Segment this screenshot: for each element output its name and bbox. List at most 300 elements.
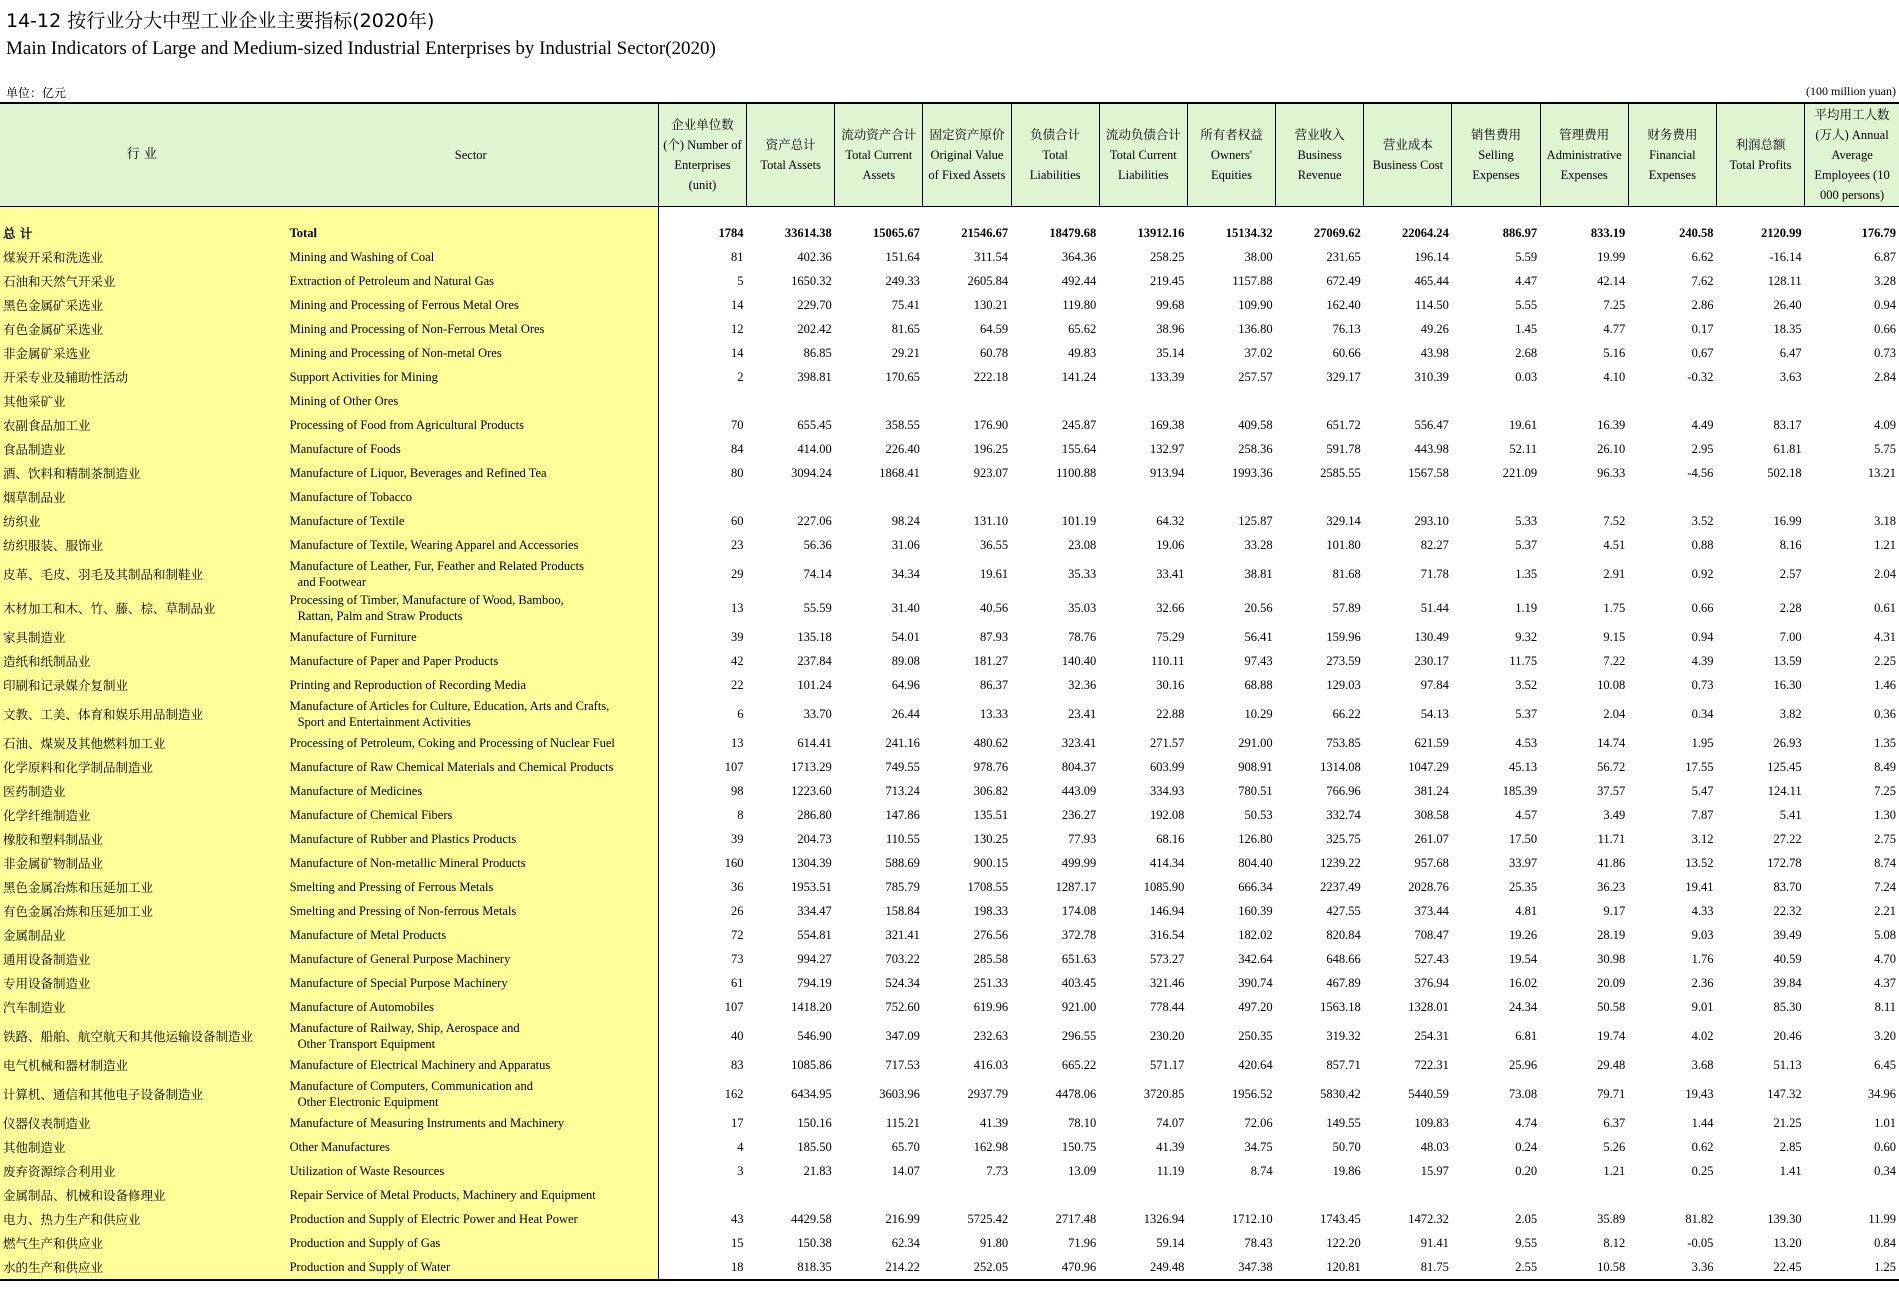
- cell-11: 4.02: [1691, 1028, 1714, 1043]
- header-col-cn: 管理费用: [1559, 128, 1610, 142]
- cell-2: 147.86: [885, 807, 920, 822]
- cell-4: 13.09: [1068, 1163, 1097, 1178]
- cell-11: 0.34: [1691, 706, 1714, 721]
- cell-4: 651.63: [1061, 951, 1097, 966]
- sector-cn: 通用设备制造业: [0, 947, 284, 971]
- cell-4: 35.03: [1068, 600, 1097, 615]
- cell-2: 1868.41: [879, 465, 920, 480]
- header-col-cn: 负债合计: [1030, 128, 1081, 142]
- cell-4: 1100.88: [1056, 465, 1097, 480]
- cell-11: 19.41: [1685, 879, 1714, 894]
- cell-4: 78.76: [1068, 629, 1097, 644]
- cell-13: [1805, 389, 1899, 413]
- table-row: [0, 1207, 1899, 1231]
- cell-7: 19.86: [1332, 1163, 1361, 1178]
- cell-9: 2.68: [1515, 345, 1538, 360]
- sector-cn: 计算机、通信和其他电子设备制造业: [0, 1077, 284, 1111]
- cell-6: 497.20: [1238, 999, 1273, 1014]
- cell-9: 33.97: [1508, 855, 1538, 870]
- cell-9: 11.75: [1509, 653, 1538, 668]
- cell-7: 1239.22: [1320, 855, 1361, 870]
- cell-0: 162: [658, 1077, 746, 1111]
- cell-2: 524.34: [885, 975, 920, 990]
- sector-en-line1: Smelting and Pressing of Ferrous Metals: [289, 879, 494, 894]
- cell-6: [1187, 1183, 1275, 1207]
- sector-en-line1: Mining and Processing of Non-metal Ores: [289, 345, 502, 360]
- sector-en: [284, 389, 659, 413]
- cell-5: 321.46: [1150, 975, 1185, 990]
- cell-2: 170.65: [885, 369, 920, 384]
- cell-1: 1223.60: [791, 783, 832, 798]
- sector-en: [284, 1231, 659, 1255]
- cell-2: 749.55: [885, 759, 920, 774]
- cell-2: 158.84: [885, 903, 920, 918]
- cell-11: 4.33: [1691, 903, 1714, 918]
- sector-cn: 电气机械和器材制造业: [0, 1053, 284, 1077]
- cell-7: 319.32: [1326, 1028, 1361, 1043]
- cell-1: 33.70: [803, 706, 832, 721]
- cell-11: 3.12: [1691, 831, 1714, 846]
- cell-13: 0.84: [1874, 1235, 1896, 1250]
- cell-1: 414.00: [797, 441, 832, 456]
- cell-12: 26.40: [1773, 297, 1802, 312]
- cell-11: 0.66: [1691, 600, 1714, 615]
- cell-1: 6434.95: [791, 1086, 832, 1101]
- table-row: [0, 485, 1899, 509]
- cell-7: 162.40: [1326, 297, 1361, 312]
- cell-10: 1.21: [1603, 1163, 1626, 1178]
- header-col-cn: 固定资产原价: [929, 128, 1005, 142]
- cell-3: 64.59: [979, 321, 1009, 336]
- cell-4: 78.10: [1068, 1115, 1097, 1130]
- cell-5: 316.54: [1150, 927, 1185, 942]
- cell-6: 342.64: [1238, 951, 1273, 966]
- cell-5: 230.20: [1150, 1028, 1185, 1043]
- cell-11: 6.62: [1691, 249, 1714, 264]
- cell-0: 2: [658, 365, 746, 389]
- sector-en: [284, 269, 659, 293]
- cell-9: 25.96: [1508, 1057, 1538, 1072]
- cell-2: [835, 1183, 923, 1207]
- cell-9: 52.11: [1509, 441, 1538, 456]
- cell-4: 236.27: [1061, 807, 1097, 822]
- cell-12: 83.17: [1773, 417, 1802, 432]
- cell-0: 80: [658, 461, 746, 485]
- cell-1: [747, 389, 835, 413]
- cell-4: 372.78: [1061, 927, 1097, 942]
- cell-3: 252.05: [923, 1255, 1011, 1280]
- sector-en-line1: Other Manufactures: [289, 1139, 390, 1154]
- cell-9: 4.74: [1515, 1115, 1538, 1130]
- cell-2: 752.60: [885, 999, 920, 1014]
- cell-10: 7.52: [1603, 513, 1626, 528]
- cell-12: 21.25: [1773, 1115, 1802, 1130]
- cell-0: 73: [658, 947, 746, 971]
- cell-10: 10.58: [1540, 1255, 1628, 1280]
- cell-12: 13.20: [1773, 1235, 1802, 1250]
- sector-en-line1: Production and Supply of Electric Power and Heat Power: [289, 1211, 578, 1226]
- cell-10: 10.08: [1597, 677, 1626, 692]
- cell-0: 43: [658, 1207, 746, 1231]
- cell-8: 49.26: [1420, 321, 1449, 336]
- cell-9: 5.37: [1515, 706, 1538, 721]
- cell-2: 3603.96: [879, 1086, 920, 1101]
- cell-2: 115.21: [885, 1115, 920, 1130]
- cell-8: 114.50: [1415, 297, 1449, 312]
- cell-0: 22: [658, 673, 746, 697]
- table-row: [0, 1255, 1899, 1280]
- cell-13: 5.75: [1874, 441, 1896, 456]
- cell-10: 42.14: [1597, 273, 1626, 288]
- cell-9: 0.03: [1515, 369, 1538, 384]
- cell-7: 60.66: [1332, 345, 1361, 360]
- cell-10: 19.99: [1597, 249, 1626, 264]
- cell-10: 9.17: [1603, 903, 1626, 918]
- cell-10: 79.71: [1597, 1086, 1626, 1101]
- cell-3: [923, 485, 1011, 509]
- cell-7: 329.17: [1326, 369, 1361, 384]
- cell-7: 231.65: [1326, 249, 1361, 264]
- cell-13: 2.25: [1874, 653, 1896, 668]
- cell-9: 73.08: [1508, 1086, 1538, 1101]
- cell-6: 97.43: [1244, 653, 1273, 668]
- cell-8: 621.59: [1414, 735, 1449, 750]
- cell-5: 74.07: [1156, 1115, 1185, 1130]
- cell-2: 98.24: [891, 513, 920, 528]
- cell-4: 35.33: [1068, 566, 1097, 581]
- cell-8: 261.07: [1414, 831, 1449, 846]
- cell-1: 1650.32: [791, 273, 832, 288]
- header-col-cn: 销售费用: [1471, 128, 1522, 142]
- cell-3: 41.39: [979, 1115, 1009, 1130]
- cell-5: 30.16: [1156, 677, 1185, 692]
- cell-11: 19.43: [1685, 1086, 1714, 1101]
- cell-6: 136.80: [1238, 321, 1273, 336]
- cell-4: 804.37: [1061, 759, 1097, 774]
- cell-1: 794.19: [797, 975, 832, 990]
- cell-6: 1712.10: [1231, 1211, 1273, 1226]
- table-row: [0, 803, 1899, 827]
- cell-10: 2.04: [1603, 706, 1626, 721]
- cell-5: 41.39: [1156, 1139, 1185, 1154]
- header-col-5: [1099, 103, 1187, 207]
- cell-9: 5.55: [1515, 297, 1538, 312]
- cell-4: 443.09: [1061, 783, 1097, 798]
- cell-0: 70: [658, 413, 746, 437]
- cell-2: 717.53: [885, 1057, 920, 1072]
- cell-10: 3.49: [1603, 807, 1626, 822]
- cell-8: 71.78: [1420, 566, 1449, 581]
- header-col-9: [1452, 103, 1540, 207]
- cell-11: 1.95: [1691, 735, 1714, 750]
- sector-en: [284, 245, 659, 269]
- cell-12: 3.82: [1779, 706, 1802, 721]
- cell-9: [1452, 1183, 1540, 1207]
- cell-9: 1.45: [1515, 321, 1538, 336]
- sector-cn: 农副食品加工业: [0, 413, 284, 437]
- header-col-cn: 财务费用: [1647, 128, 1698, 142]
- cell-13: 2.84: [1874, 369, 1896, 384]
- cell-9: 17.50: [1508, 831, 1538, 846]
- cell-0: 3: [658, 1159, 746, 1183]
- table-row: [0, 591, 1899, 625]
- cell-7: [1276, 1183, 1364, 1207]
- sector-cn: 橡胶和塑料制品业: [0, 827, 284, 851]
- cell-2: 29.21: [891, 345, 920, 360]
- cell-8: 5440.59: [1408, 1086, 1449, 1101]
- cell-11: 0.17: [1691, 321, 1714, 336]
- cell-7: 129.03: [1326, 677, 1361, 692]
- cell-0: 1784: [658, 221, 746, 245]
- cell-6: 1157.88: [1232, 273, 1273, 288]
- sector-en: [284, 461, 659, 485]
- cell-5: 778.44: [1150, 999, 1185, 1014]
- cell-13: 176.79: [1861, 225, 1896, 240]
- header-col-en: (万人) Annual Average Employees (10 000 persons): [1814, 128, 1890, 202]
- cell-5: 99.68: [1156, 297, 1185, 312]
- cell-0: 107: [658, 755, 746, 779]
- cell-1: 33614.38: [784, 225, 832, 240]
- cell-10: 37.57: [1597, 783, 1626, 798]
- cell-9: 0.24: [1515, 1139, 1538, 1154]
- sector-cn: 石油和天然气开采业: [0, 269, 284, 293]
- cell-4: 23.08: [1068, 537, 1097, 552]
- cell-5: 249.48: [1099, 1255, 1187, 1280]
- cell-12: 2120.99: [1760, 225, 1802, 240]
- cell-1: 286.80: [797, 807, 832, 822]
- cell-1: 546.90: [797, 1028, 832, 1043]
- cell-9: 4.47: [1515, 273, 1538, 288]
- cell-9: 4.53: [1515, 735, 1538, 750]
- cell-6: 68.88: [1244, 677, 1273, 692]
- cell-5: 22.88: [1156, 706, 1185, 721]
- cell-10: [1540, 1183, 1628, 1207]
- cell-5: 133.39: [1150, 369, 1185, 384]
- sector-cn: 非金属矿物制品业: [0, 851, 284, 875]
- cell-10: 56.72: [1597, 759, 1626, 774]
- cell-1: 1304.39: [791, 855, 832, 870]
- cell-0: 98: [658, 779, 746, 803]
- cell-12: 16.99: [1773, 513, 1802, 528]
- cell-9: 0.20: [1515, 1163, 1538, 1178]
- cell-1: 614.41: [797, 735, 832, 750]
- cell-2: 321.41: [885, 927, 920, 942]
- cell-11: 2.36: [1691, 975, 1714, 990]
- cell-3: 285.58: [973, 951, 1009, 966]
- sector-cn: 金属制品业: [0, 923, 284, 947]
- cell-5: 75.29: [1156, 629, 1185, 644]
- cell-12: 13.59: [1773, 653, 1802, 668]
- cell-9: 4.57: [1515, 807, 1538, 822]
- sector-en-line1: Processing of Petroleum, Coking and Processing of Nuclear Fuel: [289, 735, 615, 750]
- cell-12: -16.14: [1769, 249, 1802, 264]
- cell-5: 1085.90: [1143, 879, 1185, 894]
- cell-0: 13: [658, 731, 746, 755]
- cell-7: 2585.55: [1320, 465, 1361, 480]
- table-row: [0, 1111, 1899, 1135]
- cell-6: 291.00: [1238, 735, 1273, 750]
- cell-4: 470.96: [1011, 1255, 1099, 1280]
- cell-12: 51.13: [1773, 1057, 1802, 1072]
- cell-1: 135.18: [797, 629, 832, 644]
- table-row: [0, 461, 1899, 485]
- cell-7: 57.89: [1332, 600, 1361, 615]
- cell-4: 323.41: [1061, 735, 1097, 750]
- cell-4: 492.44: [1061, 273, 1097, 288]
- cell-9: 9.55: [1515, 1235, 1538, 1250]
- cell-1: 21.83: [803, 1163, 832, 1178]
- cell-6: 420.64: [1238, 1057, 1273, 1072]
- sector-en: [284, 995, 659, 1019]
- sector-cn: 石油、煤炭及其他燃料加工业: [0, 731, 284, 755]
- cell-9: 886.97: [1502, 225, 1538, 240]
- sector-cn: 其他制造业: [0, 1135, 284, 1159]
- cell-9: 19.54: [1508, 951, 1538, 966]
- cell-2: 249.33: [885, 273, 920, 288]
- cell-0: 26: [658, 899, 746, 923]
- cell-1: 1713.29: [791, 759, 832, 774]
- sector-en-line1: Mining and Processing of Ferrous Metal Ores: [289, 297, 519, 312]
- table-row: [0, 437, 1899, 461]
- cell-12: [1716, 389, 1804, 413]
- cell-2: 110.55: [885, 831, 920, 846]
- table-row: [0, 317, 1899, 341]
- cell-0: 81: [658, 245, 746, 269]
- sector-en: [284, 509, 659, 533]
- cell-1: 74.14: [803, 566, 832, 581]
- cell-3: 900.15: [973, 855, 1009, 870]
- sector-en-line1: Smelting and Pressing of Non-ferrous Metals: [289, 903, 517, 918]
- sector-cn: 食品制造业: [0, 437, 284, 461]
- cell-12: [1716, 1183, 1804, 1207]
- table-row: [0, 923, 1899, 947]
- header-col-en: Original Value of Fixed Assets: [928, 148, 1006, 182]
- table-row: [0, 755, 1899, 779]
- cell-1: 202.42: [797, 321, 832, 336]
- sector-cn: 文教、工美、体育和娱乐用品制造业: [0, 697, 284, 731]
- cell-11: 0.73: [1691, 677, 1714, 692]
- cell-10: 6.37: [1603, 1115, 1626, 1130]
- sector-en-line1: Manufacture of Chemical Fibers: [289, 807, 453, 822]
- cell-1: 150.38: [797, 1235, 832, 1250]
- cell-13: 2.21: [1874, 903, 1896, 918]
- sector-cn: 有色金属冶炼和压延加工业: [0, 899, 284, 923]
- cell-12: 85.30: [1773, 999, 1802, 1014]
- cell-8: 196.14: [1414, 249, 1449, 264]
- cell-13: 2.75: [1874, 831, 1896, 846]
- cell-11: 3.52: [1691, 513, 1714, 528]
- cell-5: 913.94: [1150, 465, 1185, 480]
- cell-3: 21546.67: [961, 225, 1009, 240]
- cell-8: 1567.58: [1408, 465, 1449, 480]
- table-row: [0, 365, 1899, 389]
- cell-4: 150.75: [1061, 1139, 1097, 1154]
- table-row: [0, 995, 1899, 1019]
- sector-en-line1: Support Activities for Mining: [289, 369, 438, 384]
- header-col-en: Business Cost: [1372, 158, 1444, 172]
- cell-13: [1805, 485, 1899, 509]
- cell-9: 19.26: [1508, 927, 1538, 942]
- cell-6: 258.36: [1238, 441, 1273, 456]
- header-col-en: Financial Expenses: [1648, 148, 1696, 182]
- cell-4: 403.45: [1061, 975, 1097, 990]
- cell-8: 97.84: [1420, 677, 1449, 692]
- sector-en-line1: Manufacture of Tobacco: [289, 489, 413, 504]
- cell-1: 55.59: [803, 600, 832, 615]
- cell-7: 467.89: [1326, 975, 1361, 990]
- cell-7: 120.81: [1276, 1255, 1364, 1280]
- cell-10: 50.58: [1597, 999, 1626, 1014]
- cell-6: 38.00: [1244, 249, 1273, 264]
- sector-cn: 其他采矿业: [0, 389, 284, 413]
- cell-4: 18479.68: [1049, 225, 1097, 240]
- cell-11: 2.86: [1691, 297, 1714, 312]
- sector-en: [284, 1183, 659, 1207]
- cell-3: 130.25: [973, 831, 1009, 846]
- cell-3: [923, 1183, 1011, 1207]
- cell-2: 214.22: [835, 1255, 923, 1280]
- header-col-12: [1716, 103, 1804, 207]
- sector-en: [284, 591, 659, 625]
- sector-en-line1: Repair Service of Metal Products, Machinery and Equipment: [289, 1187, 596, 1202]
- cell-3: 176.90: [973, 417, 1009, 432]
- cell-13: 6.45: [1874, 1057, 1896, 1072]
- cell-8: 465.44: [1414, 273, 1449, 288]
- cell-0: 84: [658, 437, 746, 461]
- cell-4: 119.80: [1062, 297, 1097, 312]
- cell-0: 23: [658, 533, 746, 557]
- table-row: [0, 697, 1899, 731]
- sector-en-line1: Production and Supply of Gas: [289, 1235, 441, 1250]
- cell-13: 8.49: [1874, 759, 1896, 774]
- sector-cn: 纺织服装、服饰业: [0, 533, 284, 557]
- cell-10: 7.25: [1603, 297, 1626, 312]
- sector-en: [284, 1207, 659, 1231]
- cell-9: 19.61: [1508, 417, 1538, 432]
- cell-6: 38.81: [1244, 566, 1273, 581]
- cell-8: 48.03: [1420, 1139, 1449, 1154]
- cell-3: 923.07: [973, 465, 1009, 480]
- sector-en: [284, 971, 659, 995]
- cell-0: 17: [658, 1111, 746, 1135]
- cell-10: 7.22: [1603, 653, 1626, 668]
- sector-cn: 医药制造业: [0, 779, 284, 803]
- table-row: [0, 293, 1899, 317]
- cell-1: 994.27: [797, 951, 832, 966]
- cell-12: 139.30: [1767, 1211, 1802, 1226]
- header-sector-cn: 行 业: [0, 103, 284, 207]
- cell-3: 19.61: [979, 566, 1009, 581]
- title-english: Main Indicators of Large and Medium-sized Industrial Enterprises by Industrial Sector(2020): [6, 38, 716, 59]
- cell-8: 91.41: [1420, 1235, 1449, 1250]
- cell-0: 6: [658, 697, 746, 731]
- cell-8: 230.17: [1414, 653, 1449, 668]
- cell-2: 64.96: [891, 677, 920, 692]
- sector-en-line1: Manufacture of Medicines: [289, 783, 423, 798]
- sector-en-line1: Manufacture of Liquor, Beverages and Refined Tea: [289, 465, 547, 480]
- cell-13: 0.94: [1874, 297, 1896, 312]
- cell-1: [747, 1183, 835, 1207]
- header-col-en: Business Revenue: [1297, 148, 1342, 182]
- cell-2: [835, 485, 923, 509]
- cell-2: 54.01: [891, 629, 920, 644]
- cell-11: 7.87: [1691, 807, 1714, 822]
- cell-7: 27069.62: [1313, 225, 1361, 240]
- cell-8: 54.13: [1420, 706, 1449, 721]
- cell-5: [1099, 485, 1187, 509]
- cell-11: 0.67: [1691, 345, 1714, 360]
- cell-10: 833.19: [1590, 225, 1626, 240]
